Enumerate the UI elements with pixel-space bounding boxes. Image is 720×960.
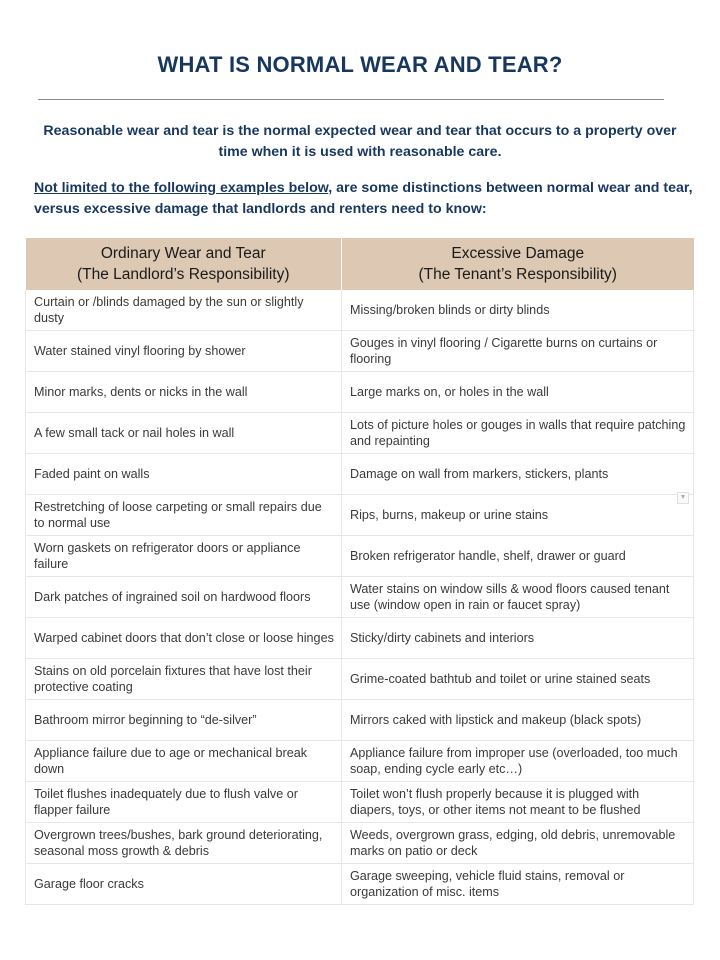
table-header-row (26, 238, 694, 290)
damage-cell: Appliance failure from improper use (overloaded, too much soap, ending cycle early etc…) (342, 741, 694, 782)
table-row (26, 372, 694, 413)
damage-cell: Mirrors caked with lipstick and makeup (black spots) (342, 700, 694, 741)
table-row (26, 823, 694, 864)
damage-cell: Missing/broken blinds or dirty blinds (342, 290, 694, 331)
ordinary-cell: Garage floor cracks (26, 864, 342, 905)
ordinary-cell: Toilet flushes inadequately due to flush valve or flapper failure (26, 782, 342, 823)
table-row (26, 495, 694, 536)
ordinary-cell: Bathroom mirror beginning to “de-silver” (26, 700, 342, 741)
table-row (26, 741, 694, 782)
wear-tear-table (25, 238, 694, 905)
ordinary-cell: Overgrown trees/bushes, bark ground deteriorating, seasonal moss growth & debris (26, 823, 342, 864)
table-row (26, 413, 694, 454)
ordinary-cell: Water stained vinyl flooring by shower (26, 331, 342, 372)
chevron-down-icon[interactable]: ▼ (677, 492, 689, 504)
damage-cell: Gouges in vinyl flooring / Cigarette burns on curtains or flooring (342, 331, 694, 372)
ordinary-cell: Worn gaskets on refrigerator doors or appliance failure (26, 536, 342, 577)
ordinary-cell: Stains on old porcelain fixtures that have lost their protective coating (26, 659, 342, 700)
table-row (26, 659, 694, 700)
distinction-underlined-text: Not limited to the following examples below (34, 180, 329, 196)
damage-cell: Water stains on window sills & wood floors caused tenant use (window open in rain or faucet spray) (342, 577, 694, 618)
header-ordinary-subtitle: (The Landlord’s Responsibility) (76, 266, 290, 283)
intro-paragraph: Reasonable wear and tear is the normal expected wear and tear that occurs to a property over time when it is used with reasonable care. (43, 123, 677, 160)
damage-cell: Grime-coated bathtub and toilet or urine stained seats (342, 659, 694, 700)
ordinary-cell: Minor marks, dents or nicks in the wall (26, 372, 342, 413)
ordinary-cell: Dark patches of ingrained soil on hardwood floors (26, 577, 342, 618)
ordinary-cell: Appliance failure due to age or mechanical break down (26, 741, 342, 782)
damage-cell: Sticky/dirty cabinets and interiors (342, 618, 694, 659)
damage-cell: Toilet won’t flush properly because it is plugged with diapers, toys, or other items not meant to be flushed (342, 782, 694, 823)
damage-cell: Lots of picture holes or gouges in walls that require patching and repainting (342, 413, 694, 454)
damage-cell: Damage on wall from markers, stickers, plants (342, 454, 694, 495)
table-row (26, 536, 694, 577)
header-ordinary-title: Ordinary Wear and Tear (100, 245, 266, 262)
header-excessive-subtitle: (The Tenant’s Responsibility) (418, 266, 617, 283)
ordinary-cell: Warped cabinet doors that don’t close or loose hinges (26, 618, 342, 659)
table-row (26, 618, 694, 659)
damage-cell: Garage sweeping, vehicle fluid stains, removal or organization of misc. items (342, 864, 694, 905)
table-row (26, 290, 694, 331)
header-ordinary-wear (26, 238, 342, 290)
table-row (26, 864, 694, 905)
table-row (26, 454, 694, 495)
page-title: WHAT IS NORMAL WEAR AND TEAR? (157, 52, 563, 77)
distinction-paragraph (34, 178, 694, 220)
ordinary-cell: Curtain or /blinds damaged by the sun or slightly dusty (26, 290, 342, 331)
damage-cell: Large marks on, or holes in the wall (342, 372, 694, 413)
ordinary-cell: Faded paint on walls (26, 454, 342, 495)
table-row (26, 700, 694, 741)
ordinary-cell: Restretching of loose carpeting or small repairs due to normal use (26, 495, 342, 536)
header-excessive-damage (342, 238, 694, 290)
damage-cell: Rips, burns, makeup or urine stains (342, 495, 694, 536)
ordinary-cell: A few small tack or nail holes in wall (26, 413, 342, 454)
table-row (26, 331, 694, 372)
title-divider (38, 99, 664, 100)
damage-cell: Weeds, overgrown grass, edging, old debris, unremovable marks on patio or deck (342, 823, 694, 864)
header-excessive-title: Excessive Damage (451, 245, 585, 262)
damage-cell: Broken refrigerator handle, shelf, drawer or guard (342, 536, 694, 577)
table-row (26, 577, 694, 618)
table-row (26, 782, 694, 823)
distinction-text: , are some distinctions between normal wear and tear, versus excessive damage that landlords and renters need to know: (34, 180, 693, 217)
